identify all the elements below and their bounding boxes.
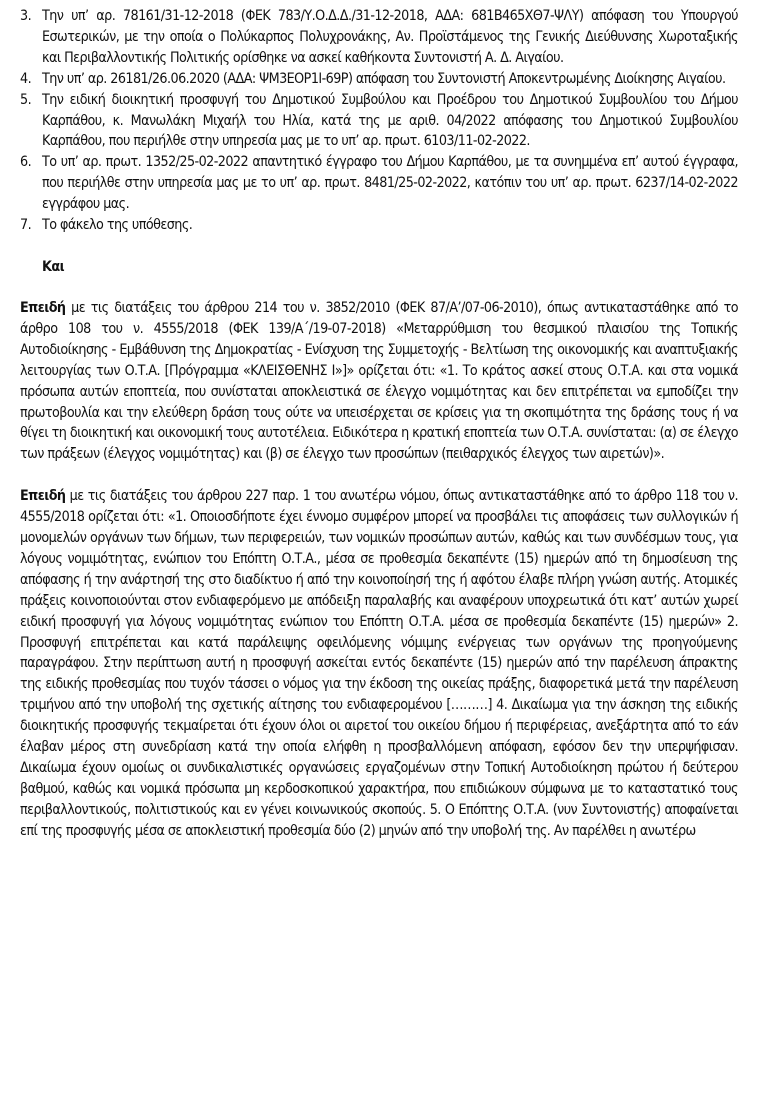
reference-item xyxy=(20,90,738,153)
reference-text: Την υπ’ αρ. 78161/31-12-2018 (ΦΕΚ 783/Υ.Ο.Δ.Δ./31-12-2018, ΑΔΑ: 681Β465ΧΘ7-ΨΛΥ) απόφαση του Υπουργού Εσωτερικών, με την οποία ο Πολύκαρπος Πολυχρονάκης, Αν. Προϊστάμενος της Γενικής Διεύθυνσης Χωροταξικής και Περιβαλλοντικής Πολιτικής ορίσθηκε να ασκεί καθήκοντα Συντονιστή Α. Δ. Αιγαίου. xyxy=(42,8,738,66)
references-list xyxy=(20,6,738,236)
reference-text: Την ειδική διοικητική προσφυγή του Δημοτικού Συμβούλου και Προέδρου του Δημοτικού Συμβουλίου του Δήμου Καρπάθου, κ. Μανωλάκη Μιχαήλ του Ηλία, κατά της με αριθ. 04/2022 απόφασης του Δημοτικού Συμβουλίου Καρπάθου, που περιήλθε στην υπηρεσία μας με το υπ’ αρ. πρωτ. 6103/11-02-2022. xyxy=(42,91,738,150)
reference-number: 4. xyxy=(20,70,32,87)
reference-number: 5. xyxy=(20,91,32,108)
reference-number: 7. xyxy=(20,217,32,234)
reference-text: Την υπ’ αρ. 26181/26.06.2020 (ΑΔΑ: ΨΜ3ΕΟΡ1Ι-69Ρ) απόφαση του Συντονιστή Αποκεντρωμένης Διοίκησης Αιγαίου. xyxy=(42,70,726,87)
reference-text: Το φάκελο της υπόθεσης. xyxy=(42,217,193,234)
section-heading-kai: Και xyxy=(42,258,64,275)
reference-item xyxy=(20,69,738,90)
reference-item xyxy=(20,152,738,215)
reference-item xyxy=(20,215,738,236)
paragraph-text: με τις διατάξεις του άρθρου 227 παρ. 1 του ανωτέρω νόμου, όπως αντικαταστάθηκε από το άρθρο 118 του ν. 4555/2018 ορίζεται ότι: «1. Οποιοσδήποτε έχει έννομο συμφέρον μπορεί να προσβάλει τις αποφάσεις των συλλογικών ή μονομελών οργάνων των δήμων, των περιφερειών, των νομικών προσώπων αυτών, καθώς και των συνδέσμων τους, για λόγους νομιμότητας, ενώπιον του Επόπτη Ο.Τ.Α., μέσα σε προθεσμία δεκαπέντε (15) ημερών από τη δημοσίευση της απόφασης ή την ανάρτησή της στο διαδίκτυο ή από την κοινοποίησή της ή αφότου έλαβε πλήρη γνώση αυτής. Ατομικές πράξεις κοινοποιούνται στον ενδιαφερόμενο με απόδειξη παραλαβής και αναφέρουν υποχρεωτικά ότι κατ’ αυτών χωρεί ειδική προσφυγή για λόγους νομιμότητας ενώπιον του Επόπτη Ο.Τ.Α. μέσα σε προθεσμία δεκαπέντε (15) ημερών» 2. Προσφυγή επιτρέπεται και κατά παράλειψης οφειλόμενης νόμιμης ενέργειας των οργάνων της προηγούμενης παραγράφου. Στην περίπτωση αυτή η προσφυγή ασκείται εντός δεκαπέντε (15) ημερών από την παρέλευση άπρακτης της ειδικής προθεσμίας που τυχόν τάσσει ο νόμος για την έκδοση της οικείας πράξης, διαφορετικά μετά την παρέλευση τριμήνου από την υποβολή της σχετικής αίτησης του ενδιαφερομένου [………] 4. Δικαίωμα για την άσκηση της ειδικής διοικητικής προσφυγής τεκμαίρεται ότι έχουν όλοι οι αιρετοί του οικείου δήμου ή περιφέρειας, ανεξάρτητα από το εάν έλαβαν μέρος στη συνεδρίαση κατά την οποία ελήφθη η προσβαλλόμενη απόφαση, εφόσον δεν την υπερψήφισαν. Δικαίωμα έχουν ομοίως οι συνδικαλιστικές οργανώσεις εργαζομένων στην Τοπική Αυτοδιοίκηση πρώτου ή δεύτερου βαθμού, καθώς και νομικά πρόσωπα μη κερδοσκοπικού χαρακτήρα, που επιδιώκουν σύμφωνα με το καταστατικό τους περιβαλλοντικούς, πολιτιστικούς και εν γένει κοινωνικούς σκοπούς. 5. Ο Επόπτης Ο.Τ.Α. (νυν Συντονιστής) αποφαίνεται επί της προσφυγής μέσα σε αποκλειστική προθεσμία δύο (2) μηνών από την υποβολή της. Αν παρέλθει η ανωτέρω xyxy=(20,488,738,839)
reference-number: 3. xyxy=(20,8,32,24)
paragraph-text: με τις διατάξεις του άρθρου 214 του ν. 3852/2010 (ΦΕΚ 87/Α’/07-06-2010), όπως αντικαταστάθηκε από το άρθρο 108 του ν. 4555/2018 (ΦΕΚ 139/Α΄/19-07-2018) «Μεταρρύθμιση του θεσμικού πλαισίου της Τοπικής Αυτοδιοίκησης - Εμβάθυνση της Δημοκρατίας - Ενίσχυση της Συμμετοχής - Βελτίωση της οικονομικής και αναπτυξιακής λειτουργίας των Ο.Τ.Α. [Πρόγραμμα «ΚΛΕΙΣΘΕΝΗΣ Ι»]» ορίζεται ότι: «1. Το κράτος ασκεί στους Ο.Τ.Α. και στα νομικά πρόσωπα αυτών εποπτεία, που συνίσταται αποκλειστικά σε έλεγχο νομιμότητας και δεν επιτρέπεται να εμποδίζει την πρωτοβουλία και την ελεύθερη δράση τους ούτε να υπεισέρχεται σε κρίσεις για τη σκοπιμότητα της δράσης τους ή να θίγει τη διοικητική και οικονομική τους αυτοτέλεια. Ειδικότερα η κρατική εποπτεία των Ο.Τ.Α. συνίσταται: (α) σε έλεγχο των πράξεων (έλεγχος νομιμότητας) και (β) σε έλεγχο των προσώπων (πειθαρχικός έλεγχος των αιρετών)». xyxy=(20,299,738,463)
paragraph-lead: Επειδή xyxy=(20,488,66,505)
reference-item xyxy=(20,6,738,69)
document-page xyxy=(20,6,738,842)
paragraph-lead: Επειδή xyxy=(20,299,66,316)
whereas-paragraph xyxy=(20,298,738,465)
reference-number: 6. xyxy=(20,154,32,171)
reference-text: Το υπ’ αρ. πρωτ. 1352/25-02-2022 απαντητικό έγγραφο του Δήμου Καρπάθου, με τα συνημμένα επ’ αυτού έγγραφα, που περιήλθε στην υπηρεσία μας με το υπ’ αρ. πρωτ. 8481/25-02-2022, κατόπιν του υπ’ αρ. πρωτ. 6237/14-02-2022 εγγράφου μας. xyxy=(42,154,738,213)
whereas-paragraph xyxy=(20,486,738,841)
